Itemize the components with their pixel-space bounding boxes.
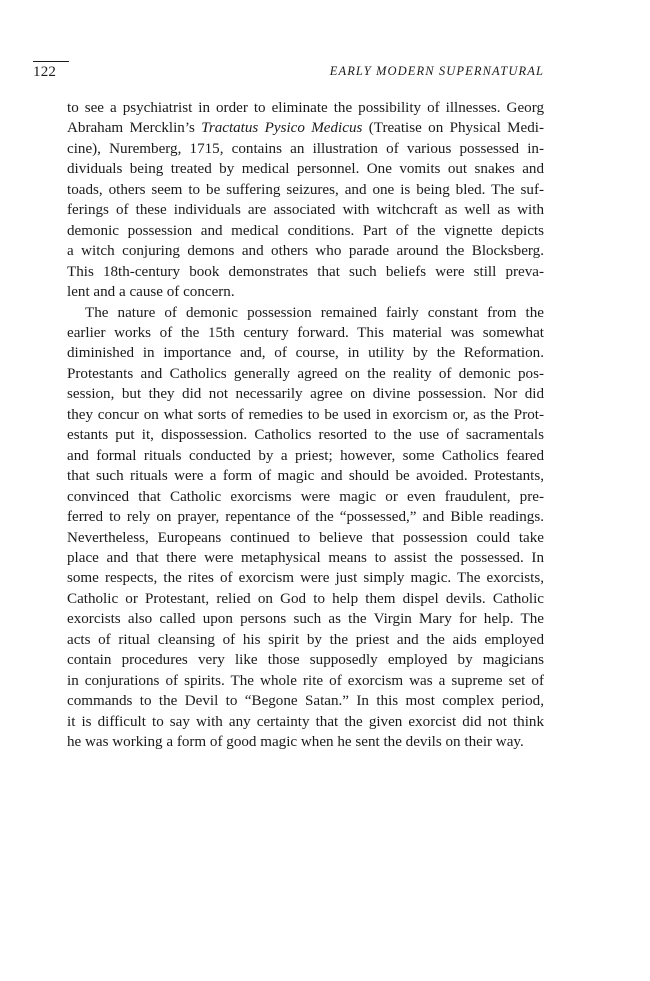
page-number-rule [33,61,69,62]
paragraph-1 [67,98,544,303]
body-text [67,98,544,753]
text-line: ferred to rely on prayer, repentance of the “possessed,” and Bible readings. [67,509,544,526]
text-line: commands to the Devil to “Begone Satan.” In this most complex period, [67,693,544,710]
page-number: 122 [33,64,57,80]
text-line: The nature of demonic possession remained fairly constant from the [85,304,544,321]
text-line: some respects, the rites of exorcism were just simply magic. The exorcists, [67,570,544,587]
text-line: demonic possession and medical conditions. Part of the vignette depicts [67,222,544,239]
text-line: ferings of these individuals are associated with witchcraft as well as with [67,202,544,219]
paragraph-2 [67,303,544,753]
text-line: dividuals being treated by medical personnel. One vomits out snakes and [67,161,544,178]
text-line: that such rituals were a form of magic and should be avoided. Protestants, [67,468,544,485]
text-line: it is difficult to say with any certainty that the given exorcist did not think [67,713,544,730]
text-line: acts of ritual cleansing of his spirit by the priest and the aids employed [67,631,544,648]
text-line: This 18th-century book demonstrates that such beliefs were still preva- [67,263,544,280]
book-title-italic: Tractatus Pysico Medicus [201,120,363,137]
text-line: to see a psychiatrist in order to eliminate the possibility of illnesses. Georg [67,100,544,116]
text-line: contain procedures very like those supposedly employed by magicians [67,652,544,669]
text-line: cine), Nuremberg, 1715, contains an illustration of various possessed in- [67,140,544,157]
text-line: lent and a cause of concern. [67,284,235,301]
text-line: and formal rituals conducted by a priest; however, some Catholics feared [67,447,544,464]
text-line: diminished in importance and, of course, in utility by the Reformation. [67,345,544,362]
text-line: estants put it, dispossession. Catholics resorted to the use of sacramentals [67,427,544,444]
text-line: in conjurations of spirits. The whole rite of exorcism was a supreme set of [67,672,544,689]
text-line: he was working a form of good magic when he sent the devils on their way. [67,734,524,751]
text-line: earlier works of the 15th century forward. This material was somewhat [67,324,544,341]
text-line: they concur on what sorts of remedies to be used in exorcism or, as the Prot- [67,406,544,423]
text-line: Nevertheless, Europeans continued to believe that possession could take [67,529,544,546]
text-line: Protestants and Catholics generally agreed on the reality of demonic pos- [67,365,544,382]
text-line: session, but they did not necessarily agree on divine possession. Nor did [67,386,544,403]
text-line: a witch conjuring demons and others who parade around the Blocksberg. [67,243,544,260]
text-line: convinced that Catholic exorcisms were magic or even fraudulent, pre- [67,488,544,505]
text-line: Catholic or Protestant, relied on God to help them dispel devils. Catholic [67,590,544,607]
text-line [67,118,544,138]
text-line: toads, others seem to be suffering seizures, and one is being bled. The suf- [67,181,544,198]
text-line: exorcists also called upon persons such as the Virgin Mary for help. The [67,611,544,628]
text-span: (Treatise on Physical Medi- [362,120,545,137]
text-span: Abraham Mercklin’s [67,120,202,137]
running-head: EARLY MODERN SUPERNATURAL [329,64,544,78]
text-line: place and that there were metaphysical means to assist the possessed. In [67,549,544,566]
